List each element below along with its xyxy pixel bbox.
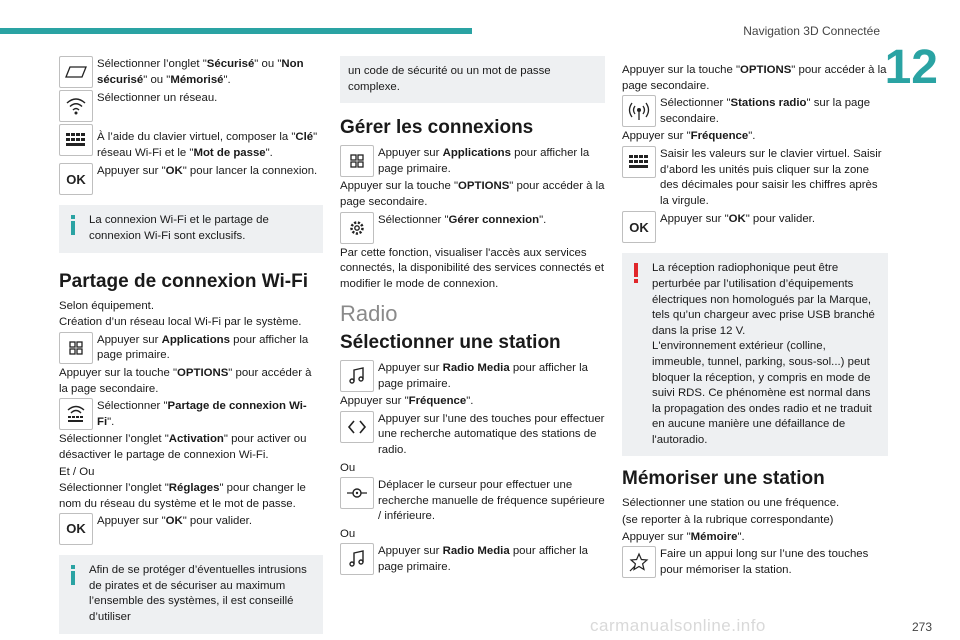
lock-tab-icon	[59, 56, 93, 88]
step-radio-media: Appuyer sur Radio Media pour afficher la page primaire.	[340, 360, 605, 392]
page-number: 273	[911, 620, 932, 634]
step-select-tab: Sélectionner l’onglet "Sécurisé" ou "Non sécurisé" ou "Mémorisé".	[59, 56, 323, 88]
info-note-wifi: La connexion Wi-Fi et le partage de connexion Wi-Fi sont exclusifs.	[59, 205, 323, 252]
apps-grid-icon	[59, 332, 93, 364]
ok-button-icon: OK	[59, 513, 93, 545]
header-bar	[0, 28, 472, 34]
heading-radio: Radio	[340, 301, 398, 327]
slider-cursor-icon	[340, 477, 374, 509]
step-ok-validate: OK Appuyer sur "OK" pour valider.	[59, 513, 323, 545]
keyboard-icon	[622, 146, 656, 178]
step-enter-key: À l’aide du clavier virtuel, composer la "Clé" réseau Wi-Fi et le "Mot de passe".	[59, 124, 323, 161]
step-applications: Appuyer sur Applications pour afficher la page primaire.	[340, 145, 605, 177]
keyboard-icon	[59, 124, 93, 156]
step-stations-radio: Sélectionner "Stations radio" sur la page secondaire.	[622, 95, 888, 127]
apps-grid-icon	[340, 145, 374, 177]
column-3: Appuyer sur la touche "OPTIONS" pour accéder à la page secondaire. Sélectionner "Stations radio" sur la page secondaire. Appuyer sur "Fréquence". Saisir les valeurs sur le clavier virtuel. Saisir d’abord les unités puis cliquer sur la zone des décimales pour saisir les chiffres après la virgule. OK Appuyer sur "OK" pour valider. La réception radiophonique peut être perturbée par l’utilisation d’équipements électriques non homologués par la Marque, tels qu’un chargeur avec prise USB branché dans la prise 12 V. L'environnement extérieur (colline, immeuble, tunnel, parking, sous-sol...) peut bloquer la réception, y compris en mode de suivi RDS. Ce phénomène est normal dans la propagation des ondes radio et ne traduit en aucune manière une défaillance de l'autoradio. Mémoriser une station Sélectionner une station ou une fréquence. (se reporter à la rubrique correspondante) Appuyer sur "Mémoire". Faire un appui long sur l’une des touches pour mémoriser la station.	[622, 62, 888, 580]
heading-select-station: Sélectionner une station	[340, 331, 561, 353]
step-ok-validate: OK Appuyer sur "OK" pour valider.	[622, 211, 888, 243]
step-radio-media-2: Appuyer sur Radio Media pour afficher la page primaire.	[340, 543, 605, 575]
prev-next-arrows-icon	[340, 411, 374, 443]
info-note-continued: un code de sécurité ou un mot de passe complexe.	[340, 56, 605, 103]
gear-icon	[340, 212, 374, 244]
music-note-icon	[340, 360, 374, 392]
header-title: Navigation 3D Connectée	[743, 24, 880, 38]
info-icon	[71, 215, 75, 235]
music-note-icon	[340, 543, 374, 575]
star-icon	[622, 546, 656, 578]
warning-icon	[634, 263, 638, 283]
heading-gerer: Gérer les connexions	[340, 117, 534, 139]
heading-partage: Partage de connexion Wi-Fi	[59, 270, 308, 292]
warning-note-reception: La réception radiophonique peut être perturbée par l’utilisation d’équipements électriques non homologués par la Marque, tels qu’un chargeur avec prise USB branché dans la prise 12 V. L'environnement extérieur (colline, immeuble, tunnel, parking, sous-sol...) peut bloquer la réception, y compris en mode de suivi RDS. Ce phénomène est normal dans la propagation des ondes radio et ne traduit en aucune manière une défaillance de l'autoradio.	[622, 253, 888, 456]
step-ok-connect: OK Appuyer sur "OK" pour lancer la connexion.	[59, 163, 323, 195]
step-select-network: Sélectionner un réseau.	[59, 90, 323, 122]
column-1: Sélectionner l’onglet "Sécurisé" ou "Non sécurisé" ou "Mémorisé". Sélectionner un réseau. À l’aide du clavier virtuel, composer la "Clé" réseau Wi-Fi et le "Mot de passe". OK Appuyer sur "OK" pour lancer la connexion. La connexion Wi-Fi et le partage de connexion Wi-Fi sont exclusifs. Partage de connexion Wi-Fi Selon équipement. Création d’un réseau local Wi-Fi par le système. Appuyer sur Applications pour afficher la page primaire. Appuyer sur la touche "OPTIONS" pour accéder à la page secondaire. Sélectionner "Partage de connexion Wi-Fi". Sélectionner l’onglet "Activation" pour activer ou désactiver le partage de connexion Wi-Fi. Et / Ou Sélectionner l’onglet "Réglages" pour changer le nom du réseau du système et le mot de passe. OK Appuyer sur "OK" pour valider. Afin de se protéger d’éventuelles intrusions de pirates et de sécuriser au maximum l’ensemble des systèmes, il est conseillé d’utiliser	[59, 56, 323, 640]
step-partage: Sélectionner "Partage de connexion Wi-Fi".	[59, 398, 323, 430]
step-gerer-connexion: Sélectionner "Gérer connexion".	[340, 212, 605, 244]
hotspot-icon	[59, 398, 93, 430]
step-keyboard-freq: Saisir les valeurs sur le clavier virtuel. Saisir d’abord les unités puis cliquer sur la zone des décimales pour saisir les chiffres après la virgule.	[622, 146, 888, 209]
step-memorize: Faire un appui long sur l’une des touches pour mémoriser la station.	[622, 546, 888, 578]
chapter-number: 12	[884, 41, 938, 94]
step-auto-search: Appuyer sur l’une des touches pour effectuer une recherche automatique des stations de radio.	[340, 411, 605, 459]
ok-button-icon: OK	[622, 211, 656, 243]
info-note-security: Afin de se protéger d’éventuelles intrusions de pirates et de sécuriser au maximum l’ensemble des systèmes, il est conseillé d’utiliser	[59, 555, 323, 633]
info-icon	[71, 565, 75, 585]
step-applications: Appuyer sur Applications pour afficher la page primaire.	[59, 332, 323, 364]
radio-broadcast-icon	[622, 95, 656, 127]
column-2: un code de sécurité ou un mot de passe complexe. Gérer les connexions Appuyer sur Applications pour afficher la page primaire. Appuyer sur la touche "OPTIONS" pour accéder à la page secondaire. Sélectionner "Gérer connexion". Par cette fonction, visualiser l'accès aux services connectés, la disponibilité des services connectés et modifier le mode de connexion. Radio Sélectionner une station Appuyer sur Radio Media pour afficher la page primaire. Appuyer sur "Fréquence". Appuyer sur l’une des touches pour effectuer une recherche automatique des stations de radio. Ou Déplacer le curseur pour effectuer une recherche manuelle de fréquence supérieure / inférieure. Ou Appuyer sur Radio Media pour afficher la page primaire.	[340, 56, 605, 578]
watermark: carmanualsonline.info	[590, 616, 766, 635]
wifi-icon	[59, 90, 93, 122]
step-manual-search: Déplacer le curseur pour effectuer une recherche manuelle de fréquence supérieure / inférieure.	[340, 477, 605, 525]
ok-button-icon: OK	[59, 163, 93, 195]
heading-memo: Mémoriser une station	[622, 468, 825, 490]
